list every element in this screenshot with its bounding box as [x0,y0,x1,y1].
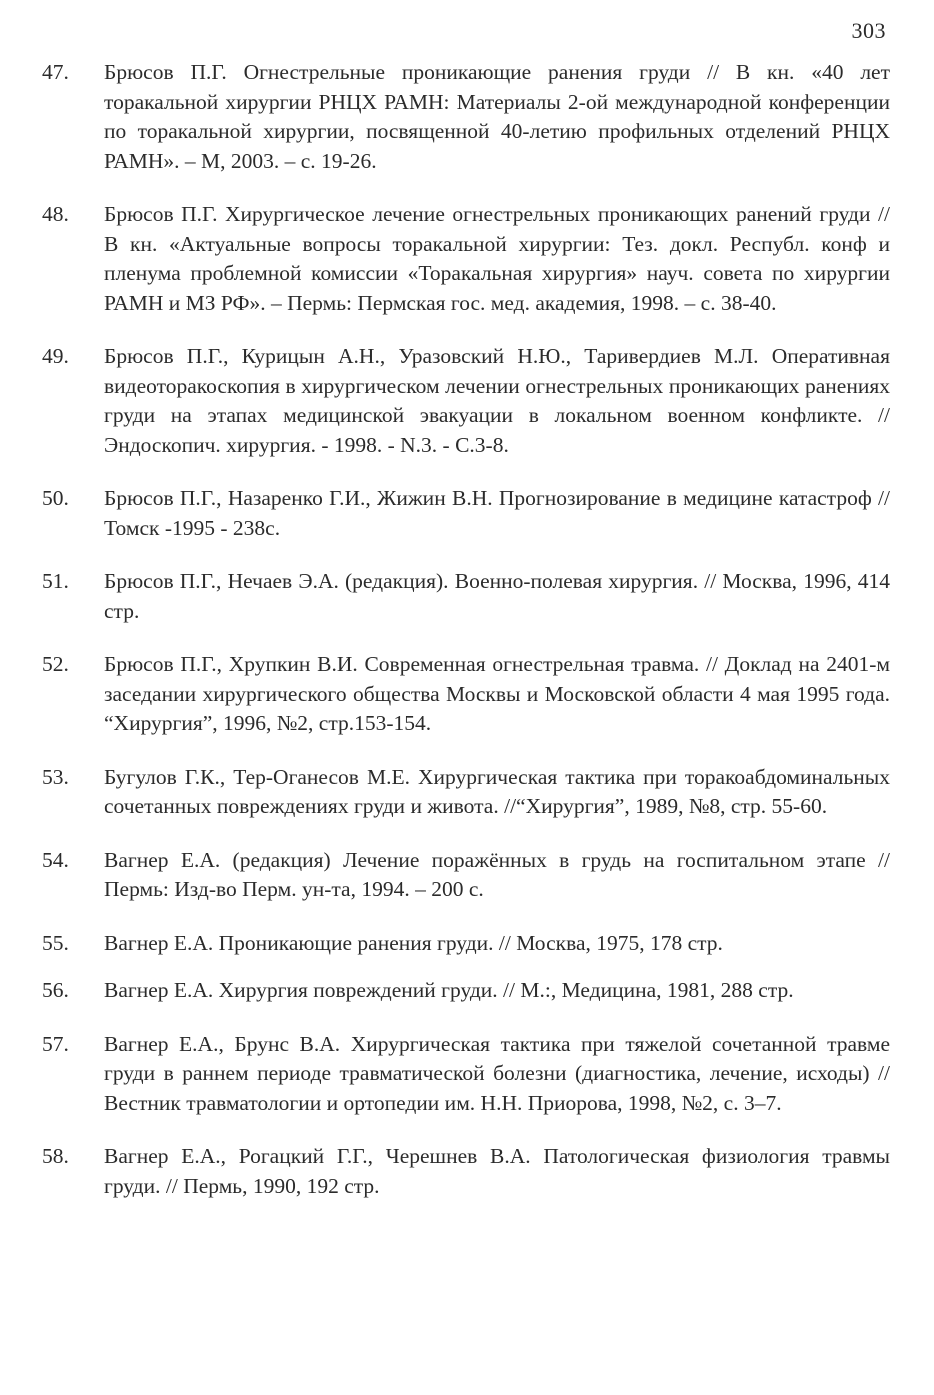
reference-text: Брюсов П.Г., Хрупкин В.И. Современная огнестрельная травма. // Доклад на 2401-м заседании хирургического общества Москвы и Московской области 4 мая 1995 года. “Хирургия”, 1996, №2, стр.153-154. [104,652,890,735]
reference-text: Брюсов П.Г. Хирургическое лечение огнестрельных проникающих ранений груди // В кн. «Актуальные вопросы торакальной хирургии: Тез. докл. Республ. конф и пленума проблемной комиссии «Торакальная хирургия» науч. совета по хирургии РАМН и МЗ РФ». – Пермь: Пермская гос. мед. академия, 1998. – с. 38-40. [104,202,890,315]
reference-number: 52. [42,652,69,676]
reference-number: 57. [42,1031,69,1056]
reference-text: Вагнер Е.А. (редакция) Лечение поражённых в грудь на госпитальном этапе // Пермь: Изд-во Перм. ун-та, 1994. – 200 с. [104,847,890,901]
reference-item [42,58,890,176]
reference-item [42,1142,890,1201]
reference-item [42,763,890,822]
reference-item [42,200,890,318]
reference-text: Вагнер Е.А., Брунс В.А. Хирургическая тактика при тяжелой сочетанной травме груди в раннем периоде травматической болезни (диагностика, лечение, исходы) // Вестник травматологии и ортопедии им. Н.Н. Приорова, 1998, №2, с. 3–7. [104,1031,890,1115]
reference-item [42,567,890,626]
reference-item [42,1030,890,1119]
reference-number: 54. [42,847,69,872]
page-number: 303 [851,18,886,43]
reference-number: 50. [42,486,69,510]
reference-number: 56. [42,978,69,1002]
reference-text: Брюсов П.Г., Назаренко Г.И., Жижин В.Н. Прогнозирование в медицине катастроф // Томск -1995 - 238с. [104,486,890,540]
reference-item [42,484,890,543]
reference-number: 48. [42,202,69,226]
reference-number: 49. [42,344,69,368]
reference-text: Вагнер Е.А. Хирургия повреждений груди. // М.:, Медицина, 1981, 288 стр. [104,978,794,1002]
reference-text: Вагнер Е.А., Рогацкий Г.Г., Черешнев В.А. Патологическая физиология травмы груди. // Пермь, 1990, 192 стр. [104,1144,890,1198]
reference-item [42,342,890,460]
reference-number: 53. [42,764,69,789]
reference-item [42,846,890,905]
reference-list [42,58,890,1201]
reference-text: Бугулов Г.К., Тер-Оганесов М.Е. Хирургическая тактика при торакоабдоминальных сочетанных повреждениях груди и живота. //“Хирургия”, 1989, №8, стр. 55-60. [104,764,890,818]
reference-text: Вагнер Е.А. Проникающие ранения груди. // Москва, 1975, 178 стр. [104,930,723,955]
reference-number: 47. [42,60,69,84]
reference-number: 51. [42,569,69,593]
reference-text: Брюсов П.Г., Курицын А.Н., Уразовский Н.Ю., Таривердиев М.Л. Оперативная видеоторакоскопия в хирургическом лечении огнестрельных проникающих ранениях груди на этапах медицинской эвакуации в локальном военном конфликте. // Эндоскопич. хирургия. - 1998. - N.3. - С.3-8. [104,344,890,457]
reference-item [42,929,890,959]
reference-text: Брюсов П.Г. Огнестрельные проникающие ранения груди // В кн. «40 лет торакальной хирургии РНЦХ РАМН: Материалы 2-ой международной конференции по торакальной хирургии, посвященной 40-летию профильных отделений РНЦХ РАМН». – М, 2003. – с. 19-26. [104,60,890,173]
reference-item [42,650,890,739]
reference-item [42,976,890,1006]
reference-number: 58. [42,1144,69,1168]
reference-number: 55. [42,930,69,955]
reference-text: Брюсов П.Г., Нечаев Э.А. (редакция). Военно-полевая хирургия. // Москва, 1996, 414 стр. [104,569,890,623]
